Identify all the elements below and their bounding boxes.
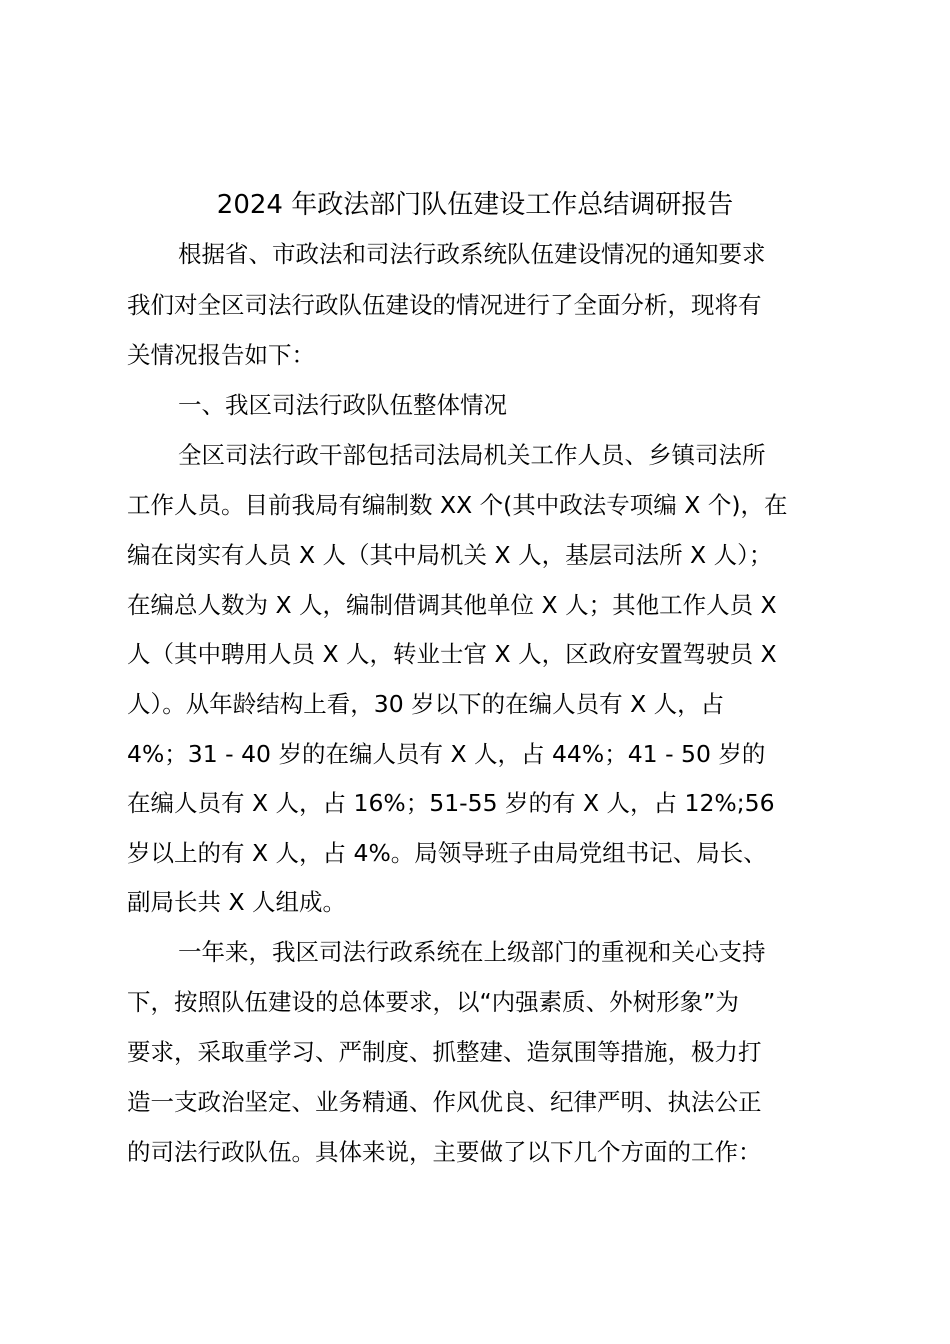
paragraph-line: 副局长共 X 人组成。 xyxy=(127,888,347,916)
paragraph-line: 下，按照队伍建设的总体要求，以“内强素质、外树形象”为 xyxy=(127,988,739,1016)
paragraph-line: 4%；31 - 40 岁的在编人员有 X 人，占 44%；41 - 50 岁的 xyxy=(127,740,766,768)
paragraph-line: 人）。从年龄结构上看，30 岁以下的在编人员有 X 人，占 xyxy=(127,690,725,718)
paragraph-line: 在编总人数为 X 人，编制借调其他单位 X 人；其他工作人员 X xyxy=(127,591,777,619)
paragraph-line: 编在岗实有人员 X 人（其中局机关 X 人，基层司法所 X 人）； xyxy=(127,541,773,569)
paragraph-line: 根据省、市政法和司法行政系统队伍建设情况的通知要求 xyxy=(178,240,766,268)
paragraph-line: 的司法行政队伍。具体来说，主要做了以下几个方面的工作： xyxy=(127,1138,762,1166)
paragraph-line: 工作人员。目前我局有编制数 XX 个(其中政法专项编 X 个)，在 xyxy=(127,491,788,519)
paragraph-line: 一年来，我区司法行政系统在上级部门的重视和关心支持 xyxy=(178,938,766,966)
paragraph-line: 在编人员有 X 人，占 16%；51-55 岁的有 X 人，占 12%;56 xyxy=(127,789,775,817)
paragraph-line: 岁以上的有 X 人，占 4%。局领导班子由局党组书记、局长、 xyxy=(127,839,767,867)
paragraph-line: 造一支政治坚定、业务精通、作风优良、纪律严明、执法公正 xyxy=(127,1088,762,1116)
paragraph-line: 关情况报告如下： xyxy=(127,341,315,369)
paragraph-line: 我们对全区司法行政队伍建设的情况进行了全面分析，现将有 xyxy=(127,291,762,319)
paragraph-line: 全区司法行政干部包括司法局机关工作人员、乡镇司法所 xyxy=(178,441,766,469)
document-title: 2024 年政法部门队伍建设工作总结调研报告 xyxy=(216,190,734,220)
section-heading: 一、我区司法行政队伍整体情况 xyxy=(178,391,507,419)
paragraph-line: 人（其中聘用人员 X 人，转业士官 X 人，区政府安置驾驶员 X xyxy=(127,640,777,668)
paragraph-line: 要求，采取重学习、严制度、抓整建、造氛围等措施，极力打 xyxy=(127,1038,762,1066)
